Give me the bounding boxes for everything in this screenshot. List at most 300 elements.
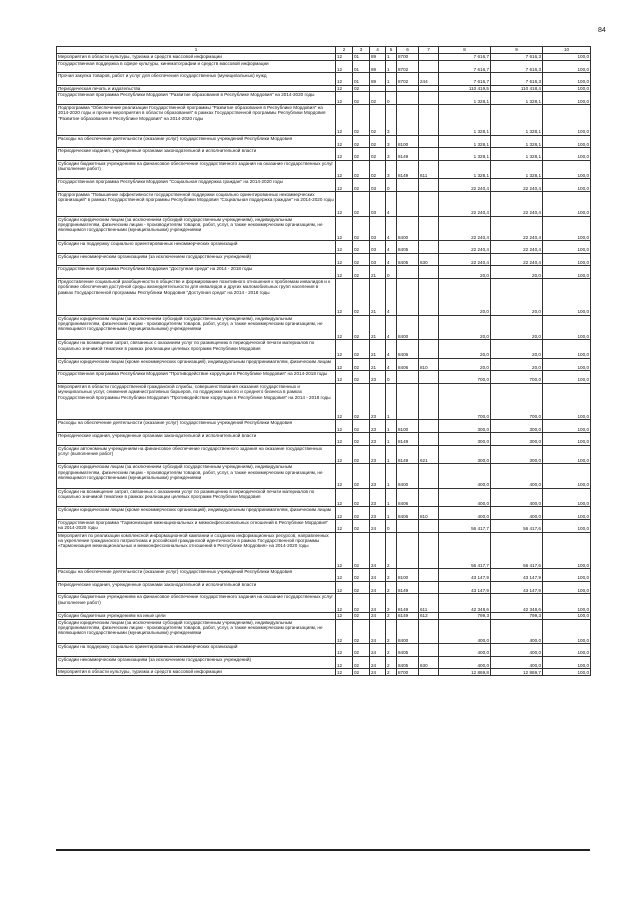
code-razdel: 12 [336,135,353,148]
code-program: 23 [370,383,386,420]
code-target: 8100 [397,135,419,148]
code-subprogram [386,85,397,92]
code-razdel: 12 [336,148,353,161]
code-subprogram: 2 [386,613,397,620]
code-podrazdel: 02 [353,371,370,384]
code-expense-type [419,420,439,433]
code-subprogram: 3 [386,148,397,161]
code-target [397,371,419,384]
table-row [57,160,591,179]
code-subprogram: 4 [386,253,397,266]
code-target [397,85,419,92]
amount-executed: 43 147,9 [491,569,543,582]
code-razdel: 12 [336,241,353,254]
row-description: Мероприятия в области культуры, туризма и средств массовой информации [57,54,336,61]
code-expense-type: 630 [419,656,439,669]
code-razdel: 12 [336,179,353,192]
code-podrazdel: 02 [353,594,370,613]
amount-executed: 7 616,3 [491,73,543,86]
code-podrazdel: 02 [353,216,370,241]
code-expense-type [419,191,439,216]
code-target: 8700 [397,54,419,61]
row-description: Субсидии на поддержку социально ориентированных некоммерческих организаций [57,644,336,657]
amount-executed: 56 417,6 [491,520,543,533]
code-razdel: 12 [336,669,353,676]
code-target: 8400 [397,619,419,644]
amount-planned: 22 240,4 [439,191,491,216]
table-row [57,594,591,613]
row-description: Субсидии на поддержку социально ориентированных некоммерческих организаций [57,241,336,254]
table-row [57,371,591,384]
code-subprogram: 1 [386,73,397,86]
code-razdel: 12 [336,216,353,241]
code-razdel: 12 [336,73,353,86]
amount-executed: 400,0 [491,656,543,669]
percent-executed: 100,0 [543,520,591,533]
percent-executed: 100,0 [543,135,591,148]
code-razdel: 12 [336,445,353,464]
table-row [57,569,591,582]
row-description: Субсидии бюджетным учреждениям на финансовое обеспечение государственного задания на оказание государственных услуг (выполнение работ) [57,594,336,613]
code-target: 8149 [397,613,419,620]
code-podrazdel: 02 [353,656,370,669]
code-podrazdel: 02 [353,669,370,676]
amount-executed: 400,0 [491,644,543,657]
code-podrazdel: 02 [353,104,370,135]
code-podrazdel: 02 [353,619,370,644]
percent-executed: 100,0 [543,278,591,315]
percent-executed: 100,0 [543,54,591,61]
table-body [57,54,591,676]
code-podrazdel: 02 [353,569,370,582]
code-target: 8702 [397,60,419,73]
percent-executed: 100,0 [543,619,591,644]
code-razdel: 12 [336,613,353,620]
row-description: Государственная программа "Гармонизация межнациональных и межконфессиональных отношений в Республике Мордовия" на 2014-2020 годы [57,520,336,533]
code-program: 24 [370,569,386,582]
amount-planned: 7 616,7 [439,60,491,73]
amount-executed: 700,0 [491,371,543,384]
percent-executed: 100,0 [543,656,591,669]
code-razdel: 12 [336,278,353,315]
code-expense-type [419,383,439,420]
code-target: 8100 [397,420,419,433]
code-subprogram: 1 [386,445,397,464]
code-program: 02 [370,160,386,179]
code-subprogram: 0 [386,92,397,105]
column-header: 4 [370,47,386,54]
code-expense-type [419,581,439,594]
row-description: Подпрограмма "Повышение эффективности государственной поддержки социально ориентированных некоммерческих организаций" в рамках Государственной программы Республики Мордовия "Социальная поддержка граждан" на 2014-2020 годы [57,191,336,216]
row-description: Государственная программа Республики Мордовия "Социальная поддержка граждан" на 2014-2020 годы [57,179,336,192]
code-razdel: 12 [336,371,353,384]
budget-table [56,46,591,676]
code-razdel: 12 [336,581,353,594]
amount-planned: 400,0 [439,644,491,657]
code-razdel: 12 [336,420,353,433]
row-description: Расходы на обеспечение деятельности (оказание услуг) государственных учреждений Республики Мордовия [57,569,336,582]
amount-executed: 20,0 [491,278,543,315]
column-header: 9 [491,47,543,54]
code-razdel: 12 [336,340,353,359]
amount-planned: 300,0 [439,420,491,433]
amount-planned: 1 328,1 [439,135,491,148]
code-subprogram: 1 [386,507,397,520]
amount-executed: 42 348,6 [491,594,543,613]
table-row [57,532,591,569]
code-expense-type: 621 [419,445,439,464]
code-razdel: 12 [336,104,353,135]
code-podrazdel: 02 [353,148,370,161]
code-program: 24 [370,669,386,676]
code-podrazdel: 02 [353,507,370,520]
code-program: 03 [370,241,386,254]
percent-executed: 100,0 [543,191,591,216]
table-row [57,148,591,161]
amount-executed: 22 240,4 [491,216,543,241]
code-expense-type [419,148,439,161]
row-description: Субсидии юридическим лицам (кроме некоммерческих организаций), индивидуальным предпринимателям, физическим лицам [57,358,336,371]
code-expense-type: 810 [419,507,439,520]
code-program: 03 [370,191,386,216]
amount-executed: 300,0 [491,420,543,433]
code-program [370,85,386,92]
bottom-divider [56,849,590,851]
column-header: 3 [353,47,370,54]
code-podrazdel: 02 [353,92,370,105]
amount-executed: 1 328,1 [491,104,543,135]
amount-executed: 799,3 [491,613,543,620]
code-podrazdel: 02 [353,135,370,148]
percent-executed: 100,0 [543,488,591,507]
amount-executed: 1 328,1 [491,160,543,179]
code-target: 8405 [397,644,419,657]
code-expense-type [419,619,439,644]
row-description: Периодические издания, учрежденные органами законодательной и исполнительной власти [57,148,336,161]
code-program: 89 [370,73,386,86]
code-razdel: 12 [336,60,353,73]
percent-executed: 100,0 [543,464,591,489]
code-expense-type [419,54,439,61]
code-program: 23 [370,371,386,384]
code-expense-type [419,644,439,657]
code-target: 8406 [397,340,419,359]
column-header: 5 [386,47,397,54]
code-razdel: 12 [336,532,353,569]
row-description: Периодическая печать и издательства [57,85,336,92]
table-row [57,613,591,620]
code-target [397,532,419,569]
code-program: 21 [370,315,386,340]
row-description: Субсидии на возмещение затрат, связанных с оказанием услуг по размещению в периодической печати материалов по социально значимой тематике в рамках реализации целевых программ Республики Мордовия [57,488,336,507]
amount-executed: 12 869,7 [491,669,543,676]
code-expense-type [419,532,439,569]
amount-planned: 7 616,7 [439,54,491,61]
code-target [397,266,419,279]
code-program: 23 [370,507,386,520]
amount-planned: 700,0 [439,383,491,420]
code-subprogram: 1 [386,433,397,446]
code-razdel: 12 [336,358,353,371]
column-header: 2 [336,47,353,54]
row-description: Субсидии юридическим лицам (за исключением субсидий государственным учреждениям), индивидуальным предпринимателям, физическим лицам - производителям товаров, работ, услуг, а также некоммерческим организациям, не являющимся государственными (муниципальными) учреждениями [57,464,336,489]
code-target: 8400 [397,464,419,489]
table-row [57,73,591,86]
amount-executed: 400,0 [491,464,543,489]
code-target [397,383,419,420]
row-description: Расходы на обеспечение деятельности (оказание услуг) государственных учреждений Республики Мордовия [57,420,336,433]
code-expense-type [419,315,439,340]
code-razdel: 12 [336,54,353,61]
code-program: 23 [370,433,386,446]
amount-executed: 1 328,1 [491,148,543,161]
amount-planned: 22 240,4 [439,179,491,192]
code-program: 21 [370,278,386,315]
code-podrazdel: 02 [353,613,370,620]
amount-executed: 1 328,1 [491,92,543,105]
code-program: 02 [370,135,386,148]
amount-executed: 110 418,4 [491,85,543,92]
percent-executed: 100,0 [543,241,591,254]
row-description: Периодические издания, учрежденные органами законодательной и исполнительной власти [57,433,336,446]
code-razdel: 12 [336,619,353,644]
code-expense-type [419,669,439,676]
percent-executed: 100,0 [543,216,591,241]
code-expense-type [419,433,439,446]
code-podrazdel: 02 [353,278,370,315]
code-program: 24 [370,619,386,644]
code-razdel: 12 [336,488,353,507]
amount-executed: 20,0 [491,315,543,340]
code-program: 21 [370,358,386,371]
code-subprogram: 4 [386,241,397,254]
page-number: 84 [598,27,606,34]
code-target: 8406 [397,488,419,507]
code-subprogram: 2 [386,669,397,676]
code-subprogram: 1 [386,60,397,73]
amount-planned: 110 419,5 [439,85,491,92]
code-razdel: 12 [336,644,353,657]
percent-executed: 100,0 [543,340,591,359]
code-target [397,278,419,315]
code-subprogram: 0 [386,371,397,384]
code-expense-type: 244 [419,73,439,86]
code-expense-type: 810 [419,358,439,371]
code-expense-type [419,92,439,105]
percent-executed: 100,0 [543,507,591,520]
code-expense-type: 611 [419,160,439,179]
amount-executed: 56 417,6 [491,532,543,569]
amount-executed: 300,0 [491,445,543,464]
row-description: Мероприятия по реализации комплексной информационной кампании и созданию информационных ресурсов, направленных на укрепление гражданского патриотизма и российской гражданской идентичности в рамках Государственной программы «Гармонизация межнациональных и межконфессиональных отношений в Республике Мордовия» на 2014-2020 годы [57,532,336,569]
code-program: 24 [370,532,386,569]
code-expense-type [419,216,439,241]
code-subprogram: 2 [386,656,397,669]
amount-executed: 400,0 [491,488,543,507]
code-program: 21 [370,340,386,359]
code-podrazdel: 02 [353,85,370,92]
percent-executed: 100,0 [543,644,591,657]
percent-executed: 100,0 [543,532,591,569]
code-program: 24 [370,520,386,533]
code-expense-type [419,488,439,507]
percent-executed: 100,0 [543,104,591,135]
code-program: 02 [370,148,386,161]
table-row [57,54,591,61]
amount-planned: 400,0 [439,507,491,520]
percent-executed: 100,0 [543,179,591,192]
code-program: 03 [370,216,386,241]
amount-planned: 799,3 [439,613,491,620]
amount-planned: 43 147,9 [439,581,491,594]
code-expense-type [419,569,439,582]
code-subprogram: 3 [386,104,397,135]
code-target [397,520,419,533]
amount-executed: 1 328,1 [491,135,543,148]
column-header: 1 [57,47,336,54]
row-description: Государственная поддержка в сфере культуры, кинематографии и средств массовой информации [57,60,336,73]
amount-planned: 12 869,8 [439,669,491,676]
code-razdel: 12 [336,253,353,266]
code-podrazdel: 02 [353,581,370,594]
code-program: 24 [370,656,386,669]
code-subprogram: 0 [386,520,397,533]
percent-executed: 100,0 [543,594,591,613]
percent-executed: 100,0 [543,315,591,340]
amount-planned: 300,0 [439,445,491,464]
code-podrazdel: 02 [353,179,370,192]
amount-executed: 22 240,4 [491,241,543,254]
code-podrazdel: 02 [353,315,370,340]
amount-executed: 22 240,4 [491,179,543,192]
percent-executed: 100,0 [543,581,591,594]
percent-executed: 100,0 [543,420,591,433]
code-podrazdel: 01 [353,60,370,73]
table-row [57,135,591,148]
row-description: Субсидии юридическим лицам (за исключением субсидий государственным учреждениям), индивидуальным предпринимателям, физическим лицам - производителям товаров, работ, услуг, а также некоммерческим организациям, не являющимся государственными (муниципальными) учреждениями [57,216,336,241]
code-program: 23 [370,464,386,489]
column-header: 8 [439,47,491,54]
code-expense-type [419,60,439,73]
code-podrazdel: 02 [353,340,370,359]
table-row [57,420,591,433]
amount-planned: 20,0 [439,340,491,359]
amount-planned: 22 240,4 [439,253,491,266]
table-row [57,216,591,241]
code-target [397,104,419,135]
code-razdel: 12 [336,520,353,533]
table-row [57,92,591,105]
code-podrazdel: 02 [353,191,370,216]
code-expense-type [419,85,439,92]
code-podrazdel: 02 [353,532,370,569]
code-podrazdel: 02 [353,488,370,507]
column-header-row [57,47,591,54]
code-expense-type: 630 [419,253,439,266]
amount-planned: 300,0 [439,433,491,446]
row-description: Субсидии некоммерческим организациям (за исключением государственных учреждений) [57,656,336,669]
code-target [397,179,419,192]
amount-executed: 7 616,3 [491,54,543,61]
percent-executed: 100,0 [543,148,591,161]
amount-planned: 400,0 [439,656,491,669]
code-target: 8149 [397,148,419,161]
row-description: Расходы на обеспечение деятельности (оказание услуг) государственных учреждений Республики Мордовия [57,135,336,148]
code-podrazdel: 02 [353,241,370,254]
code-razdel: 12 [336,85,353,92]
percent-executed: 100,0 [543,371,591,384]
amount-executed: 400,0 [491,507,543,520]
row-description: Периодические издания, учрежденные органами законодательной и исполнительной власти [57,581,336,594]
code-program: 24 [370,644,386,657]
amount-planned: 56 417,7 [439,532,491,569]
amount-planned: 42 348,6 [439,594,491,613]
code-podrazdel: 02 [353,253,370,266]
row-description: Государственная программа Республики Мордовия "Доступная среда" на 2014 - 2018 годы [57,266,336,279]
code-subprogram: 0 [386,266,397,279]
row-description: Государственная программа Республики Мордовия "Развитие образования в Республике Мордовия" на 2014-2020 годы [57,92,336,105]
row-description: Мероприятия в области культуры, туризма и средств массовой информации [57,669,336,676]
code-expense-type [419,241,439,254]
amount-planned: 700,0 [439,371,491,384]
code-subprogram: 1 [386,383,397,420]
amount-executed: 300,0 [491,433,543,446]
code-target: 8149 [397,594,419,613]
code-target: 8149 [397,160,419,179]
table-row [57,104,591,135]
code-subprogram: 4 [386,358,397,371]
amount-planned: 1 328,1 [439,92,491,105]
code-podrazdel: 02 [353,420,370,433]
table-row [57,278,591,315]
amount-planned: 43 147,9 [439,569,491,582]
code-subprogram: 2 [386,594,397,613]
amount-executed: 22 240,4 [491,191,543,216]
code-target: 8406 [397,507,419,520]
code-program: 24 [370,581,386,594]
code-subprogram: 3 [386,160,397,179]
code-podrazdel: 02 [353,358,370,371]
percent-executed: 100,0 [543,85,591,92]
table-row [57,85,591,92]
code-program: 24 [370,613,386,620]
table-row [57,464,591,489]
table-row [57,488,591,507]
code-target: 8400 [397,216,419,241]
amount-planned: 22 240,4 [439,241,491,254]
table-row [57,507,591,520]
code-subprogram: 2 [386,619,397,644]
code-target: 8149 [397,581,419,594]
code-podrazdel: 01 [353,73,370,86]
percent-executed: 100,0 [543,266,591,279]
code-target: 8149 [397,445,419,464]
code-target: 8405 [397,241,419,254]
table-row [57,253,591,266]
percent-executed: 100,0 [543,60,591,73]
code-program: 21 [370,266,386,279]
code-razdel: 12 [336,507,353,520]
code-expense-type [419,278,439,315]
percent-executed: 100,0 [543,253,591,266]
amount-executed: 22 240,4 [491,253,543,266]
amount-planned: 1 328,1 [439,160,491,179]
amount-executed: 700,0 [491,383,543,420]
code-target [397,92,419,105]
code-podrazdel: 02 [353,520,370,533]
code-razdel: 12 [336,464,353,489]
code-podrazdel: 02 [353,383,370,420]
